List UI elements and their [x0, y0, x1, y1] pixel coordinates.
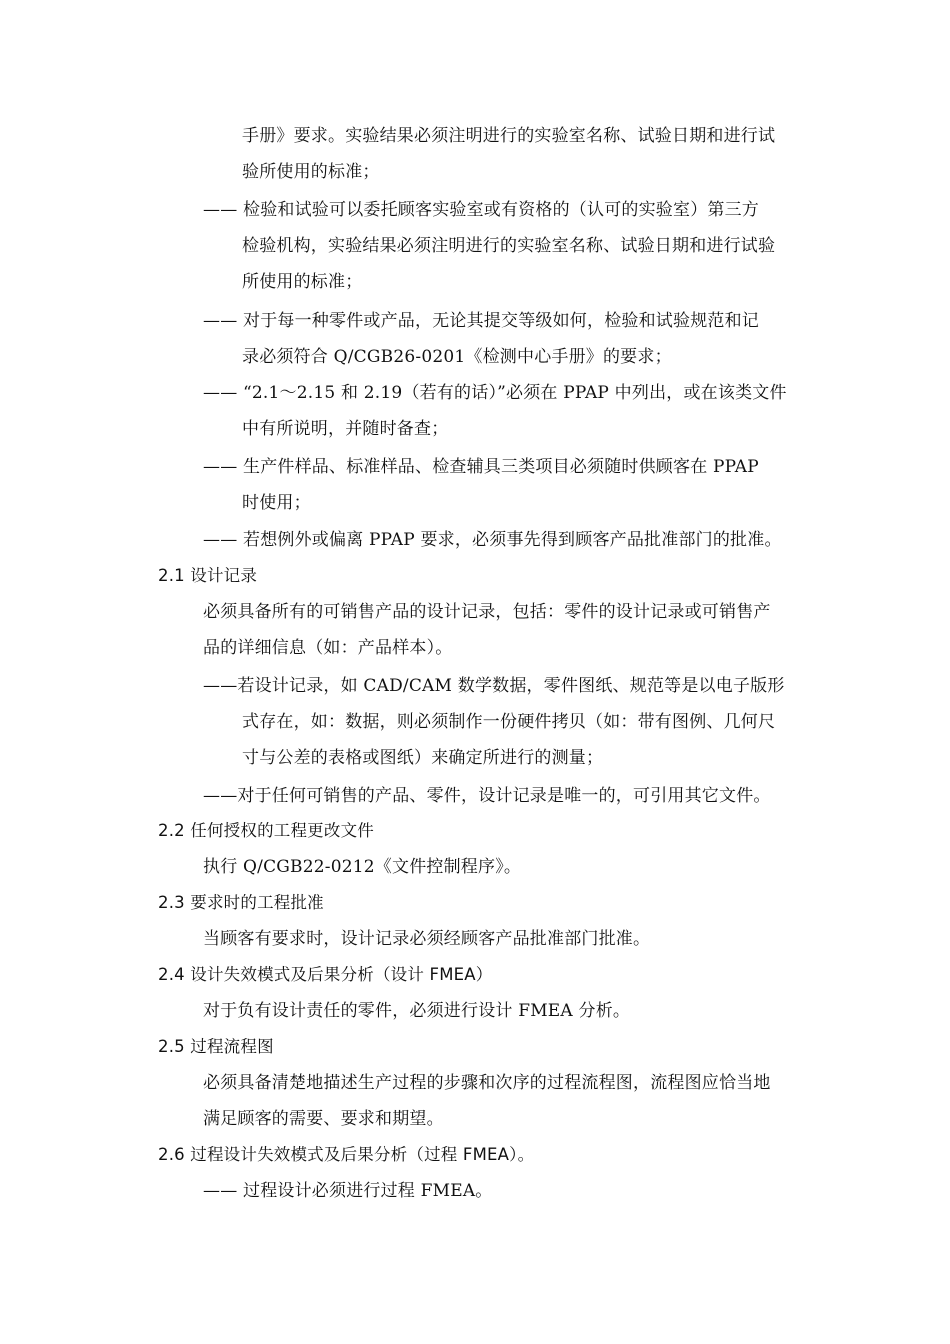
body-text-line: 满足顾客的需要、要求和期望。 — [203, 1109, 444, 1129]
bullet-item: —— “2.1～2.15 和 2.19（若有的话）”必须在 PPAP 中列出，或在该类文件 — [203, 383, 787, 403]
bullet-item: —— 过程设计必须进行过程 FMEA。 — [203, 1181, 493, 1201]
bullet-item: ——若设计记录，如 CAD/CAM 数学数据，零件图纸、规范等是以电子版形 — [203, 676, 785, 696]
body-text-line: 对于负有设计责任的零件，必须进行设计 FMEA 分析。 — [203, 1001, 631, 1021]
section-heading: 2.6 过程设计失效模式及后果分析（过程 FMEA）。 — [158, 1145, 535, 1164]
body-text-line: 寸与公差的表格或图纸）来确定所进行的测量； — [242, 748, 604, 768]
section-heading: 2.3 要求时的工程批准 — [158, 893, 324, 912]
body-text-line: 当顾客有要求时，设计记录必须经顾客产品批准部门批准。 — [203, 929, 651, 949]
bullet-item: —— 生产件样品、标准样品、检查辅具三类项目必须随时供顾客在 PPAP — [203, 457, 759, 477]
body-text-line: 时使用； — [242, 493, 311, 513]
body-text-line: 中有所说明，并随时备查； — [242, 419, 449, 439]
body-text-line: 验所使用的标准； — [242, 162, 380, 182]
body-text-line: 必须具备清楚地描述生产过程的步骤和次序的过程流程图，流程图应恰当地 — [203, 1073, 771, 1093]
body-text-line: 手册》要求。实验结果必须注明进行的实验室名称、试验日期和进行试 — [242, 126, 776, 146]
body-text-line: 式存在，如：数据，则必须制作一份硬件拷贝（如：带有图例、几何尺 — [242, 712, 776, 732]
body-text-line: 检验机构，实验结果必须注明进行的实验室名称、试验日期和进行试验 — [242, 236, 776, 256]
body-text-line: 执行 Q/CGB22-0212《文件控制程序》。 — [203, 857, 522, 877]
body-text-line: 品的详细信息（如：产品样本）。 — [203, 638, 453, 658]
body-text-line: 录必须符合 Q/CGB26-0201《检测中心手册》的要求； — [242, 347, 672, 367]
body-text-line: 必须具备所有的可销售产品的设计记录，包括：零件的设计记录或可销售产 — [203, 602, 771, 622]
section-heading: 2.2 任何授权的工程更改文件 — [158, 821, 374, 840]
section-heading: 2.1 设计记录 — [158, 566, 258, 585]
body-text-line: 所使用的标准； — [242, 272, 363, 292]
bullet-item: —— 对于每一种零件或产品，无论其提交等级如何，检验和试验规范和记 — [203, 311, 760, 331]
bullet-item: —— 若想例外或偏离 PPAP 要求，必须事先得到顾客产品批准部门的批准。 — [203, 530, 782, 550]
section-heading: 2.5 过程流程图 — [158, 1037, 274, 1056]
bullet-item: —— 检验和试验可以委托顾客实验室或有资格的（认可的实验室）第三方 — [203, 200, 760, 220]
bullet-item: ——对于任何可销售的产品、零件，设计记录是唯一的，可引用其它文件。 — [203, 786, 771, 806]
section-heading: 2.4 设计失效模式及后果分析（设计 FMEA） — [158, 965, 493, 984]
